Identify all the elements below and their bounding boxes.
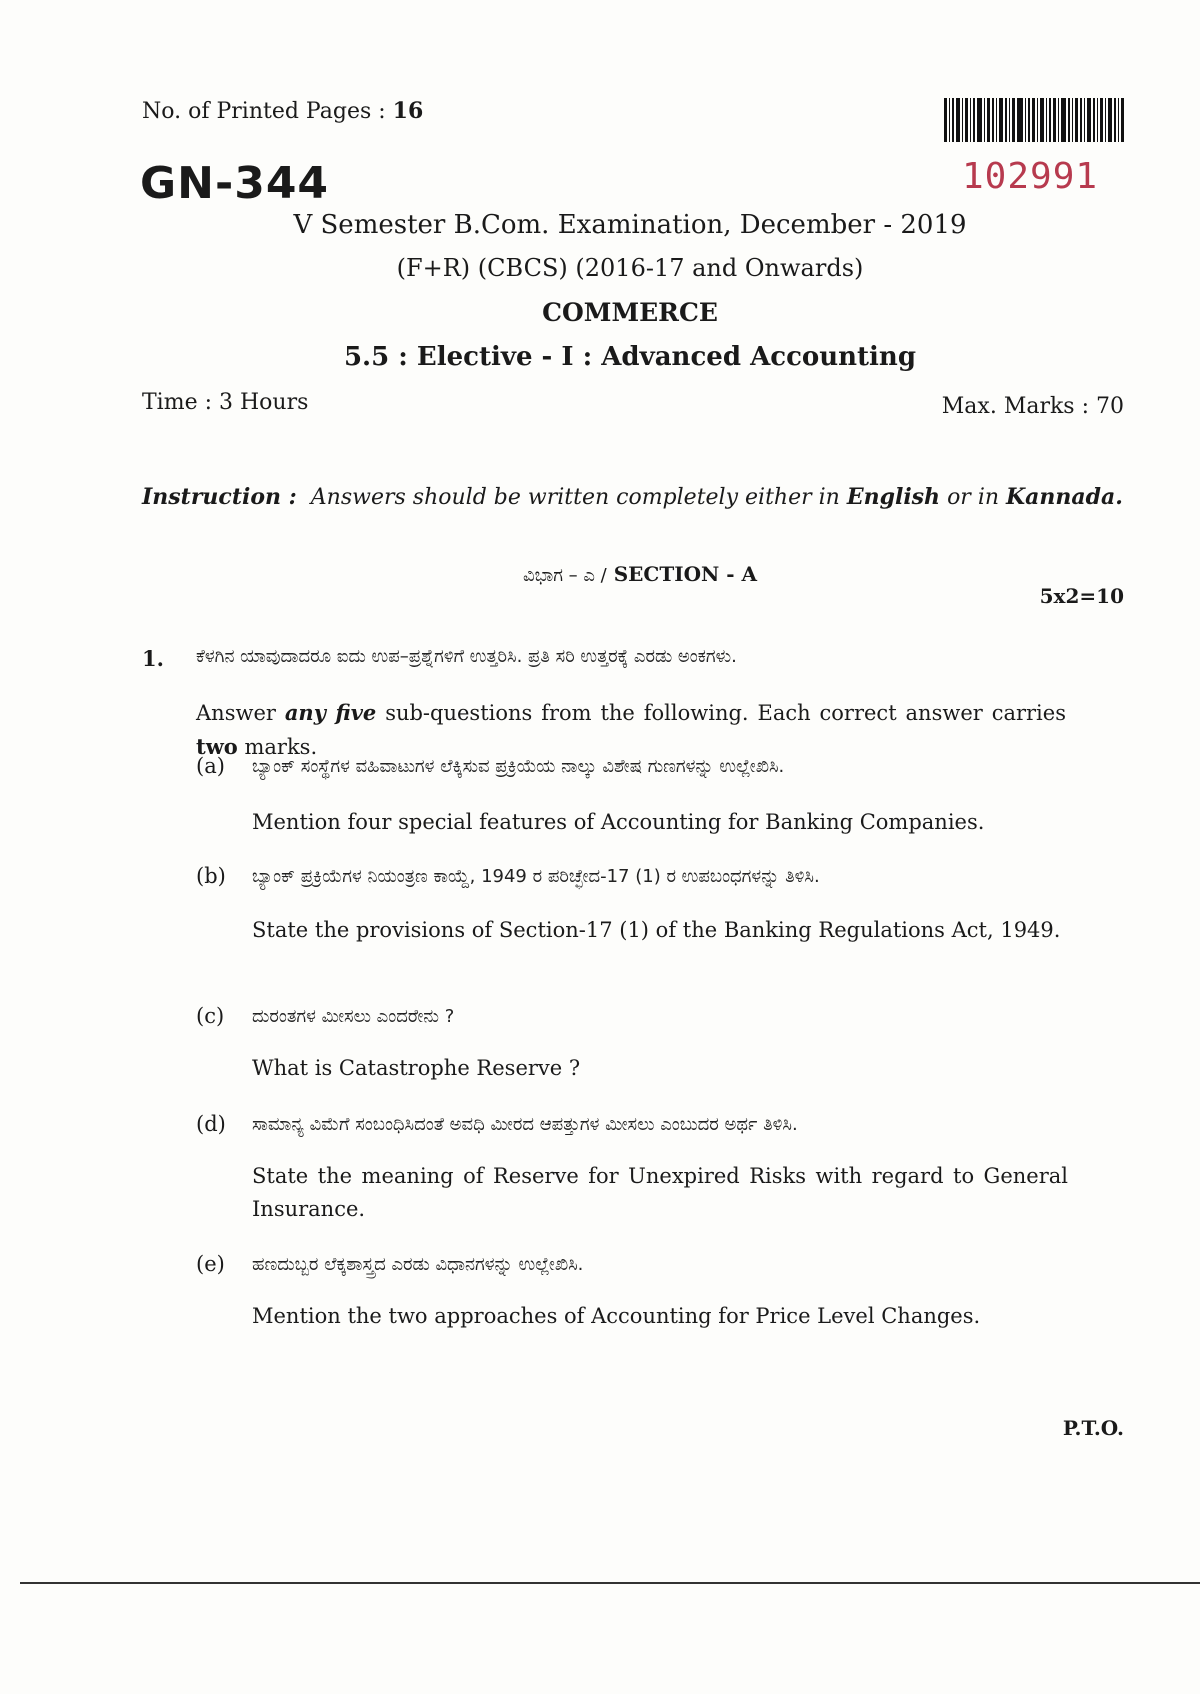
section-heading	[0, 562, 1200, 586]
subquestion-english: State the provisions of Section-17 (1) of the Banking Regulations Act, 1949.	[252, 918, 1061, 942]
printed-pages-value: 16	[392, 98, 424, 124]
instruction-lang-kannada: Kannada.	[1006, 484, 1123, 510]
subquestion-kannada: ಬ್ಯಾಂಕ್ ಪ್ರಕ್ರಿಯೆಗಳ ನಿಯಂತ್ರಣ ಕಾಯ್ದೆ, 1949 ರ ಪರಿಚ್ಛೇದ-17 (1) ರ ಉಪಬಂಧಗಳನ್ನು ತಿಳಿಸಿ.	[252, 866, 820, 887]
paper-title: 5.5 : Elective - I : Advanced Accounting	[343, 342, 917, 372]
question-english-part-1: Answer	[196, 701, 276, 725]
paper-code: GN-344	[140, 158, 330, 209]
subquestion-kannada: ಹಣದುಬ್ಬರ ಲೆಕ್ಕಶಾಸ್ತ್ರದ ಎರಡು ವಿಧಾನಗಳನ್ನು ಉಲ್ಲೇಖಿಸಿ.	[252, 1254, 584, 1275]
section-heading-kannada: ವಿಭಾಗ – ಎ /	[522, 565, 607, 586]
subquestion-kannada: ದುರಂತಗಳ ಮೀಸಲು ಎಂದರೇನು ?	[252, 1006, 455, 1027]
instruction-lang-english: English	[846, 484, 941, 510]
exam-scheme: (F+R) (CBCS) (2016-17 and Onwards)	[396, 254, 864, 282]
question-english-part-3: marks.	[244, 735, 318, 759]
question-english-bold: two	[196, 734, 238, 759]
instruction-label: Instruction :	[142, 484, 297, 510]
subquestion-label: (d)	[196, 1112, 226, 1136]
subquestion-kannada: ಬ್ಯಾಂಕ್ ಸಂಸ್ಥೆಗಳ ವಹಿವಾಟುಗಳ ಲೆಕ್ಕಿಸುವ ಪ್ರಕ್ರಿಯೆಯ ನಾಲ್ಕು ವಿಶೇಷ ಗುಣಗಳನ್ನು ಉಲ್ಲೇಖಿಸಿ.	[252, 756, 785, 777]
subquestion-label: (b)	[196, 864, 226, 888]
subquestion-kannada: ಸಾಮಾನ್ಯ ವಿಮೆಗೆ ಸಂಬಂಧಿಸಿದಂತೆ ಅವಧಿ ಮೀರದ ಆಪತ್ತುಗಳ ಮೀಸಲು ಎಂಬುದರ ಅರ್ಥ ತಿಳಿಸಿ.	[252, 1114, 798, 1135]
max-marks: Max. Marks : 70	[941, 394, 1124, 419]
subquestion-english: Mention four special features of Accounting for Banking Companies.	[252, 810, 985, 834]
subquestion-english: Mention the two approaches of Accounting for Price Level Changes.	[252, 1304, 981, 1328]
question-english-part-2: sub-questions from the following. Each correct answer carries	[385, 701, 1066, 725]
instruction-text-1: Answers should be written completely either in	[310, 485, 840, 510]
instruction	[142, 484, 1123, 510]
subquestion-english: What is Catastrophe Reserve ?	[252, 1056, 581, 1080]
question-kannada: ಕೆಳಗಿನ ಯಾವುದಾದರೂ ಐದು ಉಪ–ಪ್ರಶ್ನೆಗಳಿಗೆ ಉತ್ತರಿಸಿ. ಪ್ರತಿ ಸರಿ ಉತ್ತರಕ್ಕೆ ಎರಡು ಅಂಕಗಳು.	[196, 646, 737, 667]
printed-pages	[142, 98, 423, 124]
subquestion-label: (a)	[196, 754, 225, 778]
instruction-text-2: or in	[947, 485, 1000, 510]
printed-pages-label: No. of Printed Pages :	[142, 99, 386, 124]
question-english-emphasis: any five	[284, 700, 377, 725]
section-marks: 5x2=10	[1039, 584, 1124, 608]
subject-title: COMMERCE	[542, 298, 718, 327]
serial-number: 102991	[962, 156, 1099, 197]
subquestion-label: (c)	[196, 1004, 225, 1028]
question-english	[196, 696, 1066, 764]
exam-title: V Semester B.Com. Examination, December - 2019	[293, 210, 967, 240]
barcode-image	[944, 98, 1124, 142]
subquestion-english: State the meaning of Reserve for Unexpired Risks with regard to General Insurance.	[252, 1164, 1068, 1221]
section-heading-english: SECTION - A	[613, 562, 758, 586]
please-turn-over: P.T.O.	[1062, 1416, 1124, 1440]
page-edge-divider	[20, 1582, 1200, 1584]
time-allowed: Time : 3 Hours	[142, 390, 309, 415]
subquestion-label: (e)	[196, 1252, 225, 1276]
question-number: 1.	[142, 646, 164, 671]
